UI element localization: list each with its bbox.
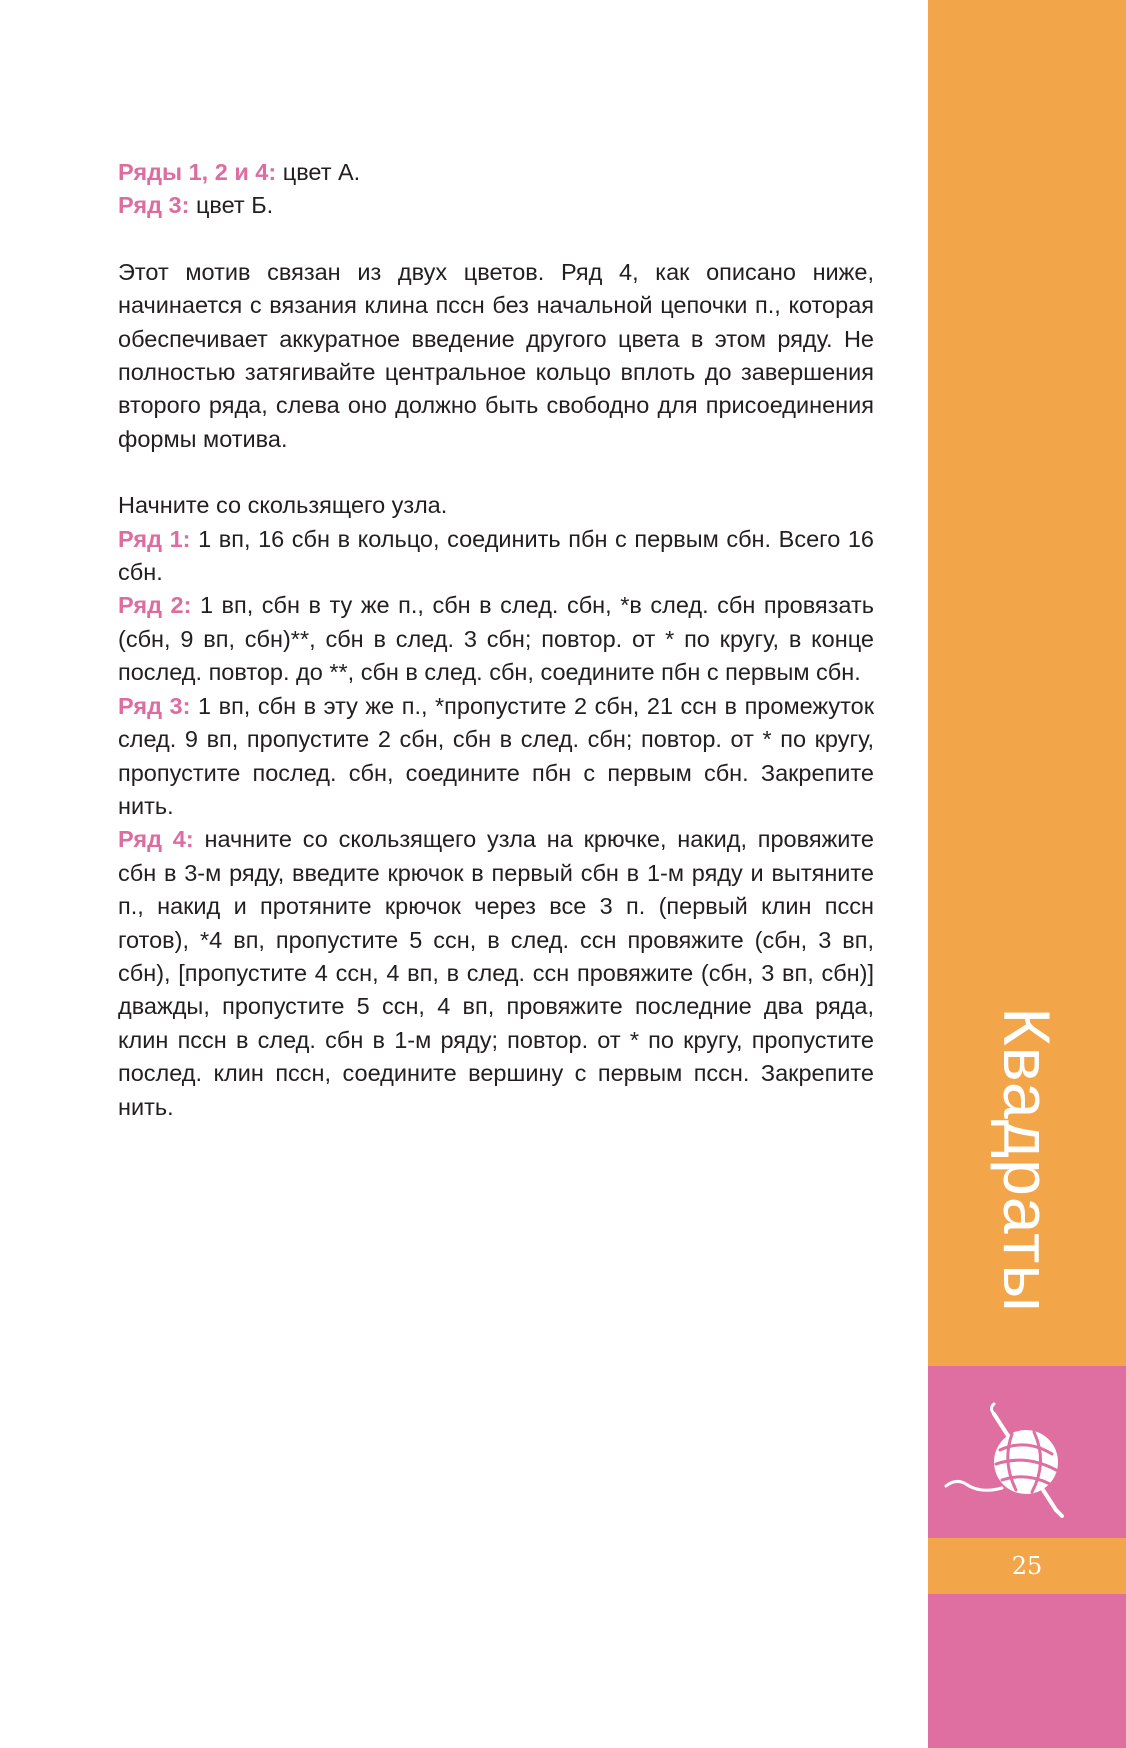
section-sidebar — [928, 0, 1126, 1748]
intro-line-2 — [118, 189, 874, 222]
intro-text-1: цвет А. — [276, 159, 361, 185]
row-text-1: 1 вп, 16 сбн в кольцо, соединить пбн с первым сбн. Всего 16 сбн. — [118, 525, 874, 586]
intro-label-2: Ряд 3: — [118, 192, 190, 219]
row-text-2: 1 вп, сбн в ту же п., сбн в след. сбн, *в след. сбн провязать (сбн, 9 вп, сбн)**, сбн в след. 3 сбн; повтор. от * по кругу, в конце послед. повтор. до **, сбн в след. сбн, соедините пбн с первым сбн. — [118, 592, 874, 686]
sidebar-title-band — [928, 0, 1126, 1366]
row-instruction-2 — [118, 589, 874, 689]
start-instruction: Начните со скользящего узла. — [118, 492, 448, 519]
row-text-3: 1 вп, сбн в эту же п., *пропустите 2 сбн, 21 ссн в промежуток след. 9 вп, пропустите 2 сбн, сбн в след. сбн; повтор. от * по кругу, пропустите послед. сбн, соедините пбн с первым сбн. Закрепите нить. — [118, 692, 874, 819]
yarn-ball-with-hook-icon — [936, 1400, 1116, 1520]
description-paragraph: Этот мотив связан из двух цветов. Ряд 4, как описано ниже, начинается с вязания клина пссн без начальной цепочки п., которая обеспечивает аккуратное введение другого цвета в этом ряду. Не полностью затягивайте центральное кольцо вплоть до завершения второго ряда, слева оно должно быть свободно для присоединения формы мотива. — [118, 258, 874, 452]
section-title: Квадраты — [990, 1007, 1064, 1313]
row-label-4: Ряд 4: — [118, 826, 194, 853]
row-instruction-4 — [118, 823, 874, 1124]
intro-line-1 — [118, 156, 874, 189]
sidebar-icon-band — [928, 1366, 1126, 1538]
row-instruction-1 — [118, 523, 874, 590]
row-text-4: начните со скользящего узла на крючке, накид, провяжите сбн в 3-м ряду, введите крючок в первый сбн в 1-м ряду и вытяните п., накид и протяните крючок через все 3 п. (первый клин пссн готов), *4 вп, пропустите 5 ссн, в след. ссн провяжите (сбн, 3 вп, сбн), [пропустите 4 ссн, 4 вп, в след. ссн провяжите (сбн, 3 вп, сбн)] дважды, пропустите 5 ссн, 4 вп, провяжите последние два ряда, клин пссн в след. сбн в 1-м ряду; повтор. от * по кругу, пропустите послед. клин пссн, соедините вершину с первым пссн. Закрепите нить. — [118, 826, 874, 1120]
row-label-3: Ряд 3: — [118, 692, 191, 719]
row-instruction-3 — [118, 690, 874, 824]
row-label-2: Ряд 2: — [118, 592, 192, 619]
sidebar-bottom-band — [928, 1594, 1126, 1748]
intro-text-2: цвет Б. — [189, 192, 274, 219]
page-body — [118, 156, 874, 1124]
intro-label-1: Ряды 1, 2 и 4: — [118, 159, 277, 185]
row-label-1: Ряд 1: — [118, 525, 191, 552]
page-number: 25 — [928, 1538, 1126, 1594]
